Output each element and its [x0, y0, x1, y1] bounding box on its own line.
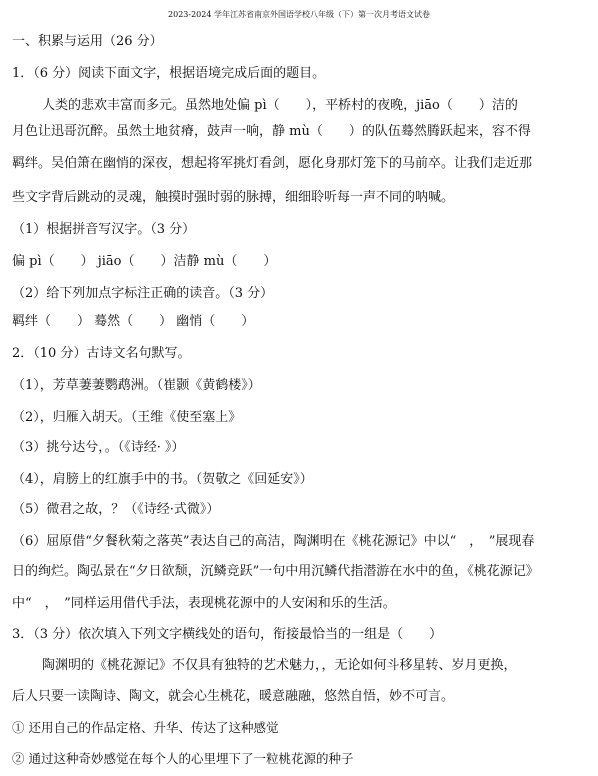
question-1-passage-line: 羁绊。吴伯箫在幽悄的深夜，想起将军挑灯看剑，愿化身那灯笼下的马前卒。让我们走近那	[12, 156, 533, 171]
question-1-sub1-answer: 偏 pì（ ） jiāo（ ）洁静 mù（ ）	[12, 254, 277, 269]
question-2-item: （5）微君之故，？（《诗经·式微》）	[12, 502, 220, 517]
question-3-stem: 3．（3 分）依次填入下列文字横线处的语句，衔接最恰当的一组是（ ）	[12, 627, 443, 642]
question-2-item: （2），归雁入胡天。（王维《使至塞上》	[12, 410, 242, 425]
question-1-sub1: （1）根据拼音写汉字。（3 分）	[12, 222, 196, 237]
question-2-item-6-line: 日的绚烂。陶弘景在“夕日欲颓，沉鳞竞跃”一句中用沉鳞代指潜游在水中的鱼，《桃花源记》	[12, 564, 539, 579]
question-2-item: （4），肩膀上的红旗手中的书。（贺敬之《回延安》）	[12, 472, 313, 487]
question-1-sub2-answer: 羁绊（ ） 蓦然（ ） 幽悄（ ）	[12, 314, 255, 329]
page-title: 2023-2024 学年江苏省南京外国语学校八年级（下）第一次月考语文试卷	[168, 10, 430, 19]
question-3-passage-line: 后人只要一读陶诗、陶文，就会心生桃花，暖意融融，悠然自悟，妙不可言。	[12, 689, 455, 704]
question-3-option: ② 通过这种奇妙感觉在每个人的心里埋下了一粒桃花源的种子	[12, 751, 354, 766]
question-1-passage-line: 月色让迅哥沉醉。虽然土地贫瘠，鼓声一响，静 mù（ ）的队伍蓦然腾跃起来，容不得	[12, 124, 531, 139]
question-2-item-6-line: 中“ ， ”同样运用借代手法，表现桃花源中的人安闲和乐的生活。	[12, 596, 396, 611]
question-1-passage-line: 些文字背后跳动的灵魂，触摸时强时弱的脉搏，细细聆听每一声不同的呐喊。	[12, 190, 455, 205]
question-3-option: ① 还用自己的作品定格、升华、传达了这种感觉	[12, 720, 279, 735]
question-1-sub2: （2）给下列加点字标注正确的读音。（3 分）	[12, 286, 274, 301]
question-1-stem: 1．（6 分）阅读下面文字，根据语境完成后面的题目。	[12, 66, 326, 81]
section-heading: 一、积累与运用（26 分）	[12, 34, 163, 49]
question-2-item-6-line: （6）屈原借“夕餐秋菊之落英”表达自己的高洁，陶渊明在《桃花源记》中以“ ， ”展现春	[12, 534, 535, 549]
question-2-item: （3）挑兮达兮，。（《诗经· 》）	[12, 440, 185, 455]
question-1-passage-line: 人类的悲欢丰富而多元。虽然地处偏 pì（ ），平桥村的夜晚，jiāo（ ）洁的	[42, 98, 518, 113]
question-2-item: （1），芳草萋萋鹦鹉洲。（崔颢《黄鹤楼》）	[12, 378, 261, 393]
question-2-stem: 2．（10 分）古诗文名句默写。	[12, 346, 191, 361]
question-3-passage-line: 陶渊明的《桃花源记》不仅具有独特的艺术魅力，，无论如何斗移星转、岁月更换，	[42, 658, 517, 673]
